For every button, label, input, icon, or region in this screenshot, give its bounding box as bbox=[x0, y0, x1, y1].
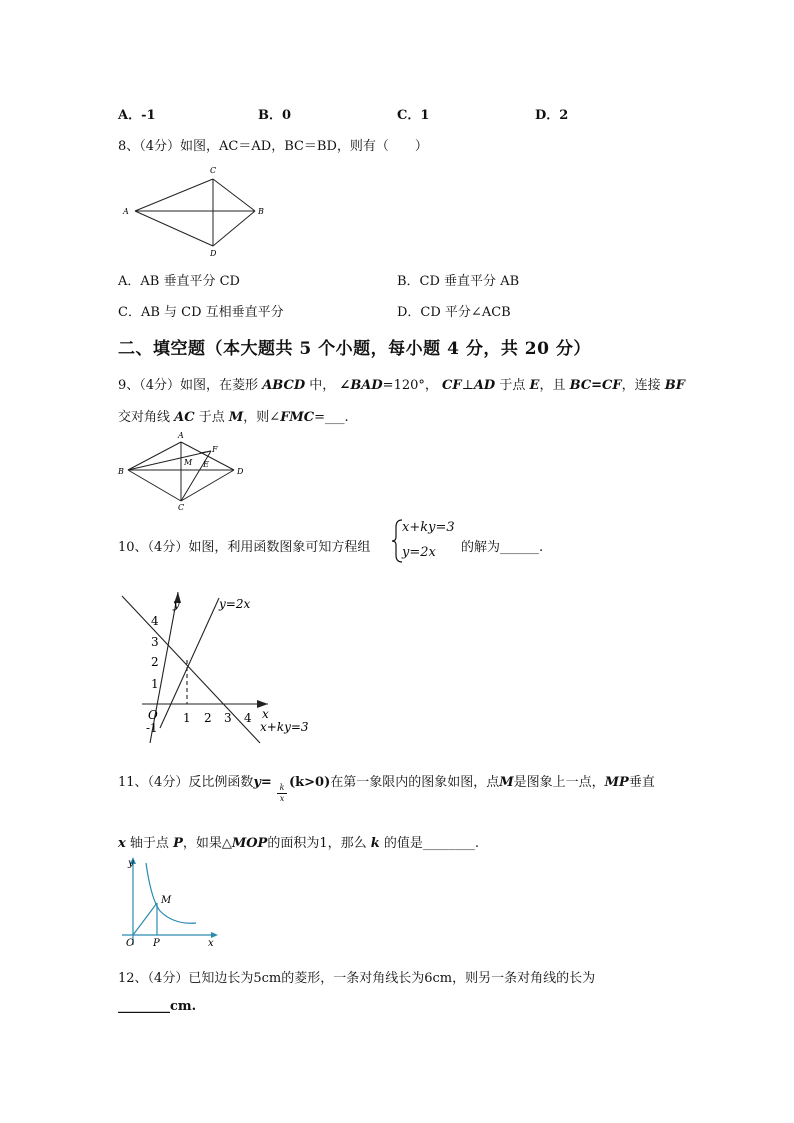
q11-text: 垂直 bbox=[628, 775, 655, 790]
q11-text: ，如果△ bbox=[182, 836, 232, 851]
q8-option-a: A．AB 垂直平分 CD bbox=[118, 274, 240, 289]
q10-function-graph bbox=[112, 588, 312, 753]
q8-label-a: A bbox=[123, 207, 129, 216]
q9-text: 中， bbox=[309, 378, 336, 393]
q8-kite-figure bbox=[115, 162, 275, 262]
q11-segment-om bbox=[133, 903, 157, 935]
q10-equation-2: y=2x bbox=[402, 545, 436, 560]
q11-fraction-denominator: x bbox=[277, 793, 287, 804]
q9-text: 于点 bbox=[198, 410, 225, 425]
q10-line-y-2x bbox=[160, 598, 219, 728]
q11-var-x: x bbox=[118, 836, 126, 851]
section-2-title: 二、填空题（本大题共 5 个小题，每小题 4 分，共 20 分） bbox=[118, 339, 591, 359]
q10-line2-label: x+ky=3 bbox=[260, 720, 309, 734]
q10-x-tick-2: 2 bbox=[204, 711, 212, 725]
q11-hyperbola-graph bbox=[118, 853, 228, 949]
q9-var-ac: AC bbox=[174, 410, 195, 425]
q10-line-x-plus-ky bbox=[122, 596, 260, 743]
q9-var-ad: AD bbox=[473, 378, 496, 393]
q9-segment-ba bbox=[128, 442, 181, 470]
q11-hyperbola-curve bbox=[146, 863, 196, 923]
q9-var-bccf: BC=CF bbox=[569, 378, 622, 393]
q7-option-d: D．2 bbox=[535, 108, 569, 123]
q8-segment-bd bbox=[213, 211, 255, 246]
q9-var-fmc: FMC bbox=[280, 410, 315, 425]
q9-var-m: M bbox=[228, 410, 244, 425]
q10-x-axis-label: x bbox=[262, 707, 269, 721]
q8-option-d: D．CD 平分∠ACB bbox=[397, 305, 511, 320]
q9-label-b: B bbox=[118, 467, 124, 476]
q11-origin-label: O bbox=[126, 938, 135, 949]
q10-x-tick-4: 4 bbox=[244, 711, 252, 725]
q11-condition: (k>0) bbox=[289, 775, 331, 790]
q11-line-1-rest bbox=[289, 771, 655, 790]
q11-fraction-numerator: k bbox=[279, 783, 285, 792]
q11-p-label: P bbox=[153, 938, 160, 949]
q11-text: 的面积为1，那么 bbox=[267, 836, 367, 851]
q8-label-b: B bbox=[258, 207, 264, 216]
q9-text: ，且 bbox=[539, 378, 566, 393]
q10-y-tick-4: 4 bbox=[151, 614, 159, 628]
q9-label-m: M bbox=[184, 458, 193, 467]
q10-equation-1: x+ky=3 bbox=[402, 520, 455, 535]
q8-option-b: B．CD 垂直平分 AB bbox=[397, 274, 520, 289]
q12-line-2: ________cm. bbox=[118, 999, 197, 1014]
q9-label-d: D bbox=[237, 467, 244, 476]
q9-label-a: A bbox=[178, 431, 184, 440]
q11-text: 在第一象限内的图象如图，点 bbox=[330, 775, 500, 790]
q9-perp-symbol: ⊥ bbox=[461, 378, 474, 393]
q10-line1-label: y=2x bbox=[219, 597, 251, 611]
q9-var-cf: CF bbox=[442, 378, 462, 393]
q9-line-2 bbox=[118, 406, 349, 425]
q11-text: 轴于点 bbox=[129, 836, 169, 851]
q9-rhombus-figure bbox=[114, 428, 254, 513]
q7-option-b: B．0 bbox=[258, 108, 292, 123]
q8-stem: 8、（4分）如图，AC＝AD，BC＝BD，则有（ ） bbox=[118, 139, 428, 154]
q10-x-tick-3: 3 bbox=[224, 711, 232, 725]
q11-m-label: M bbox=[161, 895, 172, 906]
q9-var-bf: BF bbox=[664, 378, 686, 393]
q9-var-bad: ∠BAD bbox=[339, 378, 383, 393]
q11-answer-blank: 的值是________. bbox=[383, 836, 480, 851]
q11-text: 11、（4分）反比例函数 bbox=[118, 775, 254, 790]
q9-segment-bf bbox=[128, 451, 211, 470]
q9-label-f: F bbox=[212, 445, 218, 454]
q11-text: 是图象上一点， bbox=[513, 775, 605, 790]
q9-text: ，则∠ bbox=[243, 410, 281, 425]
q9-segment-cb bbox=[128, 470, 181, 501]
q12-line-1: 12、（4分）已知边长为5cm的菱形，一条对角线长为6cm，则另一条对角线的长为 bbox=[118, 971, 596, 986]
q8-label-c: C bbox=[210, 166, 217, 175]
q8-segment-cb bbox=[213, 179, 255, 211]
q10-y-axis-label: y bbox=[173, 597, 180, 611]
q8-label-d: D bbox=[210, 249, 217, 258]
q11-var-p: P bbox=[173, 836, 183, 851]
q10-origin-label: O bbox=[148, 708, 158, 722]
q9-var-e: E bbox=[529, 378, 540, 393]
q8-option-c: C．AB 与 CD 互相垂直平分 bbox=[118, 305, 284, 320]
q11-var-m: M bbox=[499, 775, 514, 790]
q10-x-tick-1: 1 bbox=[183, 711, 191, 725]
q8-segment-ac bbox=[135, 179, 213, 211]
q11-line-1 bbox=[118, 771, 272, 790]
q9-var-abcd: ABCD bbox=[262, 378, 306, 393]
q9-text: 于点 bbox=[499, 378, 526, 393]
q11-var-k: k bbox=[370, 836, 380, 851]
q9-label-e: E bbox=[203, 460, 209, 469]
q11-x-label: x bbox=[208, 938, 214, 949]
q9-text: 9、（4分）如图，在菱形 bbox=[118, 378, 259, 393]
q9-text: 交对角线 bbox=[118, 410, 171, 425]
q8-segment-da bbox=[135, 211, 213, 246]
q11-y-equals: y= bbox=[253, 775, 272, 790]
q9-text: ，连接 bbox=[621, 378, 661, 393]
q9-segment-dc bbox=[181, 470, 234, 501]
q11-var-mop: MOP bbox=[231, 836, 268, 851]
q11-line-2 bbox=[118, 832, 479, 851]
q10-neg-tick: -1 bbox=[146, 721, 158, 735]
q11-y-label: y bbox=[128, 858, 134, 869]
q7-option-c: C．1 bbox=[397, 108, 430, 123]
q7-option-a: A．-1 bbox=[118, 108, 156, 123]
q10-y-tick-2: 2 bbox=[151, 655, 159, 669]
q11-fraction bbox=[277, 783, 287, 804]
q10-y-tick-3: 3 bbox=[151, 635, 159, 649]
q9-answer-blank: =___. bbox=[314, 410, 349, 425]
q10-y-tick-1: 1 bbox=[151, 677, 159, 691]
q9-line-1 bbox=[118, 374, 685, 393]
q10-stem-a: 10、（4分）如图，利用函数图象可知方程组 bbox=[118, 540, 371, 555]
q10-stem-b: 的解为______. bbox=[461, 540, 544, 555]
q9-text: =120°， bbox=[382, 378, 438, 393]
q9-label-c: C bbox=[178, 503, 185, 512]
q11-var-mp: MP bbox=[604, 775, 629, 790]
